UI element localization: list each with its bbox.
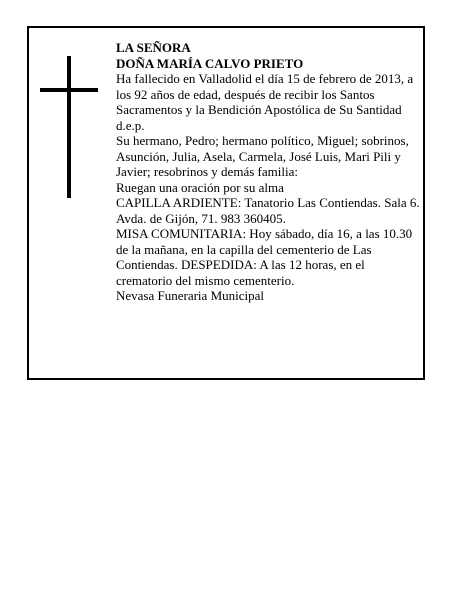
death-announcement: Ha fallecido en Valladolid el día 15 de febrero de 2013, a los 92 años de edad, después de recibir los Santos Sacramentos y la Bendición Apostólica de Su Santidad d.e.p.: [116, 71, 414, 133]
cross-vertical-bar: [67, 56, 71, 198]
notice-header: LA SEÑORA: [116, 40, 191, 55]
obituary-notice: [27, 26, 425, 380]
chapel-information: CAPILLA ARDIENTE: Tanatorio Las Contiendas. Sala 6. Avda. de Gijón, 71. 983 360405.: [116, 195, 420, 226]
notice-text-block: [116, 40, 422, 304]
prayer-request: Ruegan una oración por su alma: [116, 179, 284, 195]
cross-horizontal-bar: [40, 88, 98, 92]
deceased-name: DOÑA MARÍA CALVO PRIETO: [116, 55, 304, 71]
mass-information: MISA COMUNITARIA: Hoy sábado, día 16, a las 10.30 de la mañana, en la capilla del cementerio de Las Contiendas. DESPEDIDA: A las 12 horas, en el crematorio del mismo cementerio.: [116, 226, 413, 288]
funeral-home: Nevasa Funeraria Municipal: [116, 288, 265, 303]
family-members: Su hermano, Pedro; hermano político, Miguel; sobrinos, Asunción, Julia, Asela, Carmela, José Luis, Mari Pili y Javier; resobrinos y demás familia:: [116, 133, 409, 179]
